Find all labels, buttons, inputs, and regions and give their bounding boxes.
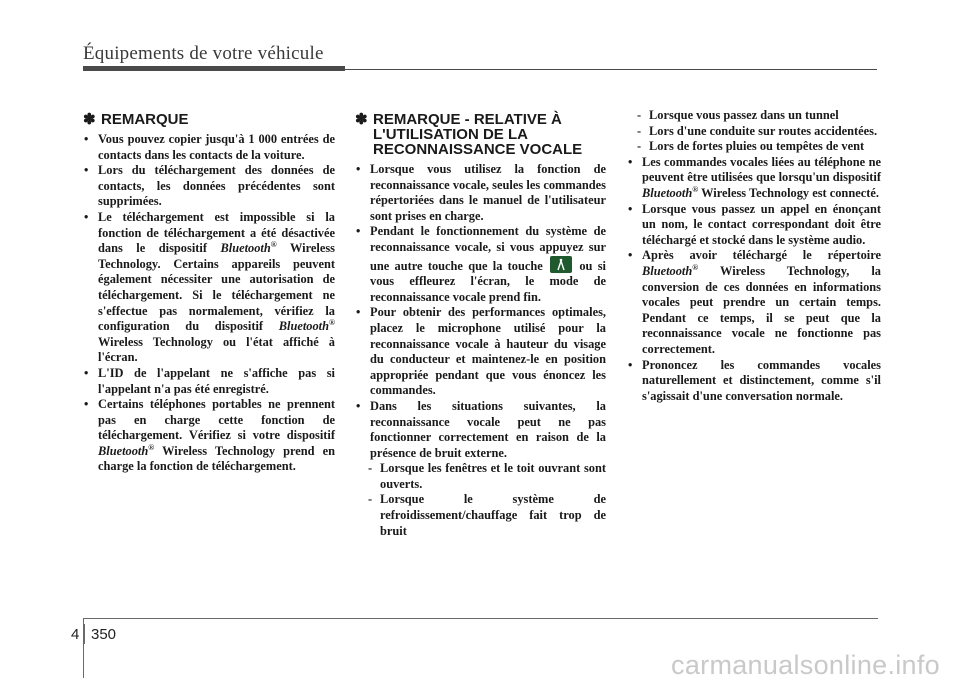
page-number-divider	[84, 624, 85, 644]
footer-rule	[83, 618, 878, 619]
note-title-voice	[355, 112, 606, 157]
list-item: - Lors de fortes pluies ou tempêtes de vent	[627, 139, 881, 155]
note-title-text: REMARQUE	[101, 111, 189, 128]
note-title-text: REMARQUE - RELATIVE À L'UTILISATION DE LA RECONNAISSANCE VOCALE	[373, 111, 583, 158]
list-item: • Lorsque vous passez un appel en énonçant un nom, le contact correspondant doit être téléchargé et stocké dans le système audio.	[627, 202, 881, 249]
note-title-remarque	[83, 112, 335, 127]
header-rule-thick	[83, 66, 345, 71]
list-item: • Prononcez les commandes vocales naturellement et distinctement, comme s'il s'agissait d'une conversation normale.	[627, 358, 881, 405]
list-item: - Lorsque le système de refroidissement/chauffage fait trop de bruit	[355, 492, 606, 539]
column-remarque	[83, 112, 335, 475]
chapter-number: 4	[71, 626, 80, 643]
list-item: - Lorsque vous passez dans un tunnel	[627, 108, 881, 124]
page-header-title: Équipements de votre véhicule	[83, 43, 324, 64]
list-item: • L'ID de l'appelant ne s'affiche pas si l'appelant n'a pas été enregistré.	[83, 366, 335, 397]
voice-button-icon	[550, 256, 572, 273]
column-voice-recognition-continued	[627, 108, 881, 404]
list-item: • Pour obtenir des performances optimales, placez le microphone utilisé pour la reconnaissance vocale à hauteur du visage du conducteur et maintenez-le en position appropriée pendant que vous énoncez les commandes.	[355, 305, 606, 399]
watermark: carmanualsonline.info	[671, 650, 940, 680]
list-item: • Lors du téléchargement des données de contacts, les données précédentes sont supprimées.	[83, 163, 335, 210]
dash-list	[627, 108, 881, 155]
list-item: • Les commandes vocales liées au téléphone ne peuvent être utilisées que lorsqu'un dispositif Bluetooth® Wireless Technology est connecté.	[627, 155, 881, 202]
asterisk-icon: ✽	[355, 111, 368, 128]
page-number: 350	[91, 626, 117, 643]
column-voice-recognition	[355, 112, 606, 539]
list-item: - Lorsque les fenêtres et le toit ouvrant sont ouverts.	[355, 461, 606, 492]
dash-list	[355, 461, 606, 539]
bullet-list	[627, 155, 881, 405]
list-item: • Pendant le fonctionnement du système de reconnaissance vocale, si vous appuyez sur une autre touche que la touche ou si vous effleurez l'écran, le mode de reconnaissance vocale prend fin.	[355, 224, 606, 305]
list-item: • Certains téléphones portables ne prennent pas en charge cette fonction de téléchargement. Vérifiez si votre dispositif Bluetooth® Wireless Technology prend en charge la fonction de téléchargement.	[83, 397, 335, 475]
list-item: • Après avoir téléchargé le répertoire Bluetooth® Wireless Technology, la conversion de ces données en informations vocales peut prendre un certain temps. Pendant ce temps, il se peut que la reconnaissance vocale ne fonctionne pas correctement.	[627, 248, 881, 357]
asterisk-icon: ✽	[83, 111, 96, 128]
list-item: - Lors d'une conduite sur routes accidentées.	[627, 124, 881, 140]
bullet-list	[355, 162, 606, 461]
list-item: • Lorsque vous utilisez la fonction de reconnaissance vocale, seules les commandes répertoriées dans le manuel de l'utilisateur sont prises en charge.	[355, 162, 606, 224]
list-item: • Dans les situations suivantes, la reconnaissance vocale peut ne pas fonctionner correctement en raison de la présence de bruit externe.	[355, 399, 606, 461]
list-item: • Vous pouvez copier jusqu'à 1 000 entrées de contacts dans les contacts de la voiture.	[83, 132, 335, 163]
list-item: • Le téléchargement est impossible si la fonction de téléchargement a été désactivée dans le dispositif Bluetooth® Wireless Technology. Certains appareils peuvent également nécessiter une autorisation de téléchargement. Si le téléchargement ne s'effectue pas normalement, vérifiez la configuration du dispositif Bluetooth® Wireless Technology ou l'état affiché à l'écran.	[83, 210, 335, 366]
bullet-list	[83, 132, 335, 475]
header-rule-thin	[345, 69, 877, 70]
